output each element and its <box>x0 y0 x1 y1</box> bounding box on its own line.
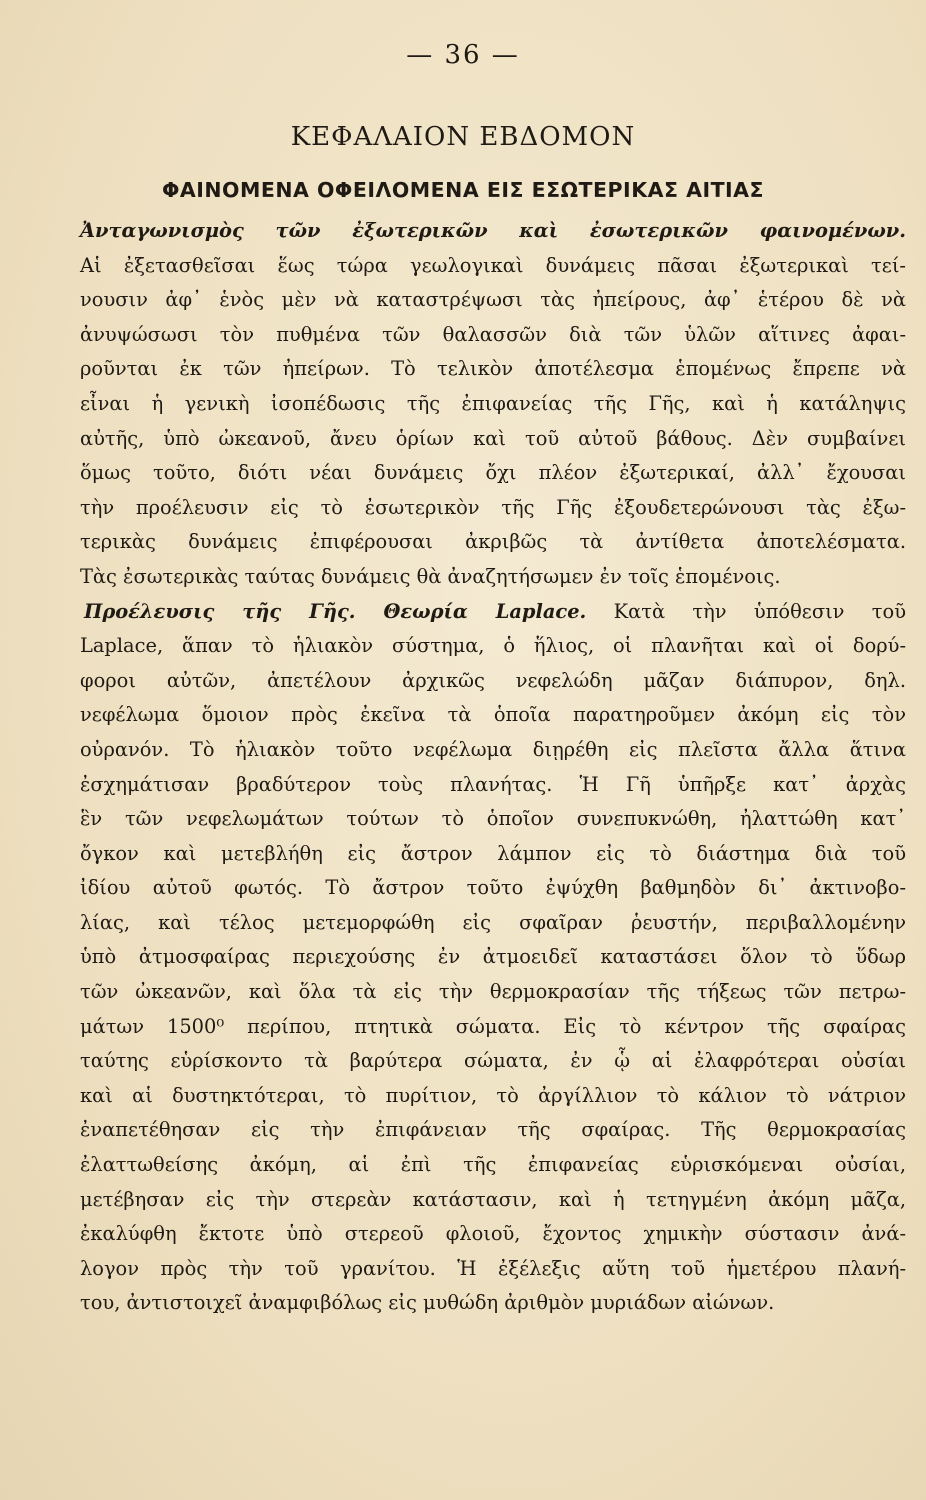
text-line: ἀνυψώσωσι τὸν πυθμένα τῶν θαλασσῶν διὰ τῶν ὑλῶν αἵτινες ἀφαι- <box>80 322 906 346</box>
text-line: ταύτης εὑρίσκοντο τὰ βαρύτερα σώματα, ἐν ᾧ αἱ ἐλαφρότεραι οὐσίαι <box>80 1049 906 1073</box>
text-line: καὶ αἱ δυστηκτότεραι, τὸ πυρίτιον, τὸ ἀργίλλιον τὸ κάλιον τὸ νάτριον <box>80 1083 906 1107</box>
text-line: ἐλαττωθείσης ἀκόμη, αἱ ἐπὶ τῆς ἐπιφανείας εὑρισκόμεναι οὐσίαι, <box>80 1153 906 1177</box>
text-line: μάτων 1500⁰ περίπου, πτητικὰ σώματα. Εἰς τὸ κέντρον τῆς σφαίρας <box>80 1014 906 1038</box>
chapter-title: ΚΕΦΑΛΑΙΟΝ ΕΒΔΟΜΟΝ <box>290 122 636 152</box>
text-fragment: Κατὰ τὴν ὑπόθεσιν τοῦ <box>613 599 906 623</box>
text-line: ἰδίου αὐτοῦ φωτός. Τὸ ἄστρον τοῦτο ἐψύχθη βαθμηδὸν δι᾽ ἀκτινοβο- <box>80 876 906 900</box>
text-line: μετέβησαν εἰς τὴν στερεὰν κατάστασιν, καὶ ἡ τετηγμένη ἀκόμη μᾶζα, <box>80 1187 906 1211</box>
text-line <box>80 595 906 630</box>
section-heading: Ἀνταγωνισμὸς τῶν ἐξωτερικῶν καὶ ἐσωτερικῶν φαινομένων. <box>80 219 906 242</box>
text-line: τῶν ὠκεανῶν, καὶ ὅλα τὰ εἰς τὴν θερμοκρασίαν τῆς τήξεως τῶν πετρω- <box>80 980 906 1004</box>
text-line: Αἱ ἐξετασθεῖσαι ἕως τώρα γεωλογικαὶ δυνάμεις πᾶσαι ἐξωτερικαὶ τεί- <box>80 253 906 277</box>
text-line: ροῦνται ἐκ τῶν ἠπείρων. Τὸ τελικὸν ἀποτέλεσμα ἑπομένως ἔπρεπε νὰ <box>80 357 906 381</box>
text-line: ὑπὸ ἀτμοσφαίρας περιεχούσης ἐν ἀτμοειδεῖ καταστάσει ὅλον τὸ ὕδωρ <box>80 945 906 969</box>
page-number: — 36 — <box>406 40 520 70</box>
text-line: ἐκαλύφθη ἔκτοτε ὑπὸ στερεοῦ φλοιοῦ, ἔχοντος χημικὴν σύστασιν ἀνά- <box>80 1222 906 1246</box>
text-line: ὄγκον καὶ μετεβλήθη εἰς ἄστρον λάμπον εἰς τὸ διάστημα διὰ τοῦ <box>80 841 906 865</box>
chapter-subtitle: ΦΑΙΝΟΜΕΝΑ ΟΦΕΙΛΟΜΕΝΑ ΕΙΣ ΕΣΩΤΕΡΙΚΑΣ ΑΙΤΙΑΣ <box>161 178 765 202</box>
text-line: αὐτῆς, ὑπὸ ὠκεανοῦ, ἄνευ ὁρίων καὶ τοῦ αὐτοῦ βάθους. Δὲν συμβαίνει <box>80 426 906 450</box>
text-line: ὅμως τοῦτο, διότι νέαι δυνάμεις ὄχι πλέον ἐξωτερικαί, ἀλλ᾽ ἔχουσαι <box>80 461 906 485</box>
text-line: λίας, καὶ τέλος μετεμορφώθη εἰς σφαῖραν ῥευστήν, περιβαλλομένην <box>80 910 906 934</box>
text-line: φοροι αὐτῶν, ἀπετέλουν ἀρχικῶς νεφελώδη μᾶζαν διάπυρον, δηλ. <box>80 668 906 692</box>
text-line: ἐναπετέθησαν εἰς τὴν ἐπιφάνειαν τῆς σφαίρας. Τῆς θερμοκρασίας <box>80 1118 906 1142</box>
text-line: εἶναι ἡ γενικὴ ἰσοπέδωσις τῆς ἐπιφανείας τῆς Γῆς, καὶ ἡ κατάληψις <box>80 391 906 415</box>
text-line: Τὰς ἐσωτερικὰς ταύτας δυνάμεις θὰ ἀναζητήσωμεν ἐν τοῖς ἑπομένοις. <box>80 564 781 588</box>
section-2-paragraph <box>80 595 906 1321</box>
text-line: ἓν τῶν νεφελωμάτων τούτων τὸ ὁποῖον συνεπυκνώθη, ἠλαττώθη κατ᾽ <box>80 807 906 831</box>
text-line: του, ἀντιστοιχεῖ ἀναμφιβόλως εἰς μυθώδη ἀριθμὸν μυριάδων αἰώνων. <box>80 1291 775 1315</box>
section-1-paragraph <box>80 249 906 595</box>
text-line: Laplace, ἅπαν τὸ ἡλιακὸν σύστημα, ὁ ἥλιος, οἱ πλανῆται καὶ οἱ δορύ- <box>80 634 906 658</box>
text-line: οὐρανόν. Τὸ ἡλιακὸν τοῦτο νεφέλωμα διῃρέθη εἰς πλεῖστα ἄλλα ἅτινα <box>80 737 906 761</box>
text-line: νουσιν ἀφ᾽ ἑνὸς μὲν νὰ καταστρέψωσι τὰς ἠπείρους, ἀφ᾽ ἑτέρου δὲ νὰ <box>80 288 906 312</box>
text-line: τερικὰς δυνάμεις ἐπιφέρουσαι ἀκριβῶς τὰ ἀντίθετα ἀποτελέσματα. <box>80 530 906 554</box>
text-line: ἐσχημάτισαν βραδύτερον τοὺς πλανήτας. Ἡ Γῆ ὑπῆρξε κατ᾽ ἀρχὰς <box>80 772 906 796</box>
text-line: λογον πρὸς τὴν τοῦ γρανίτου. Ἡ ἐξέλεξις αὕτη τοῦ ἡμετέρου πλανή- <box>80 1256 906 1280</box>
body-text <box>80 214 906 1321</box>
text-line: νεφέλωμα ὅμοιον πρὸς ἐκεῖνα τὰ ὁποῖα παρατηροῦμεν ἀκόμη εἰς τὸν <box>80 703 906 727</box>
text-line: τὴν προέλευσιν εἰς τὸ ἐσωτερικὸν τῆς Γῆς ἐξουδετερώνουσι τὰς ἐξω- <box>80 495 906 519</box>
section-heading: Προέλευσις τῆς Γῆς. Θεωρία Laplace. <box>84 599 587 623</box>
